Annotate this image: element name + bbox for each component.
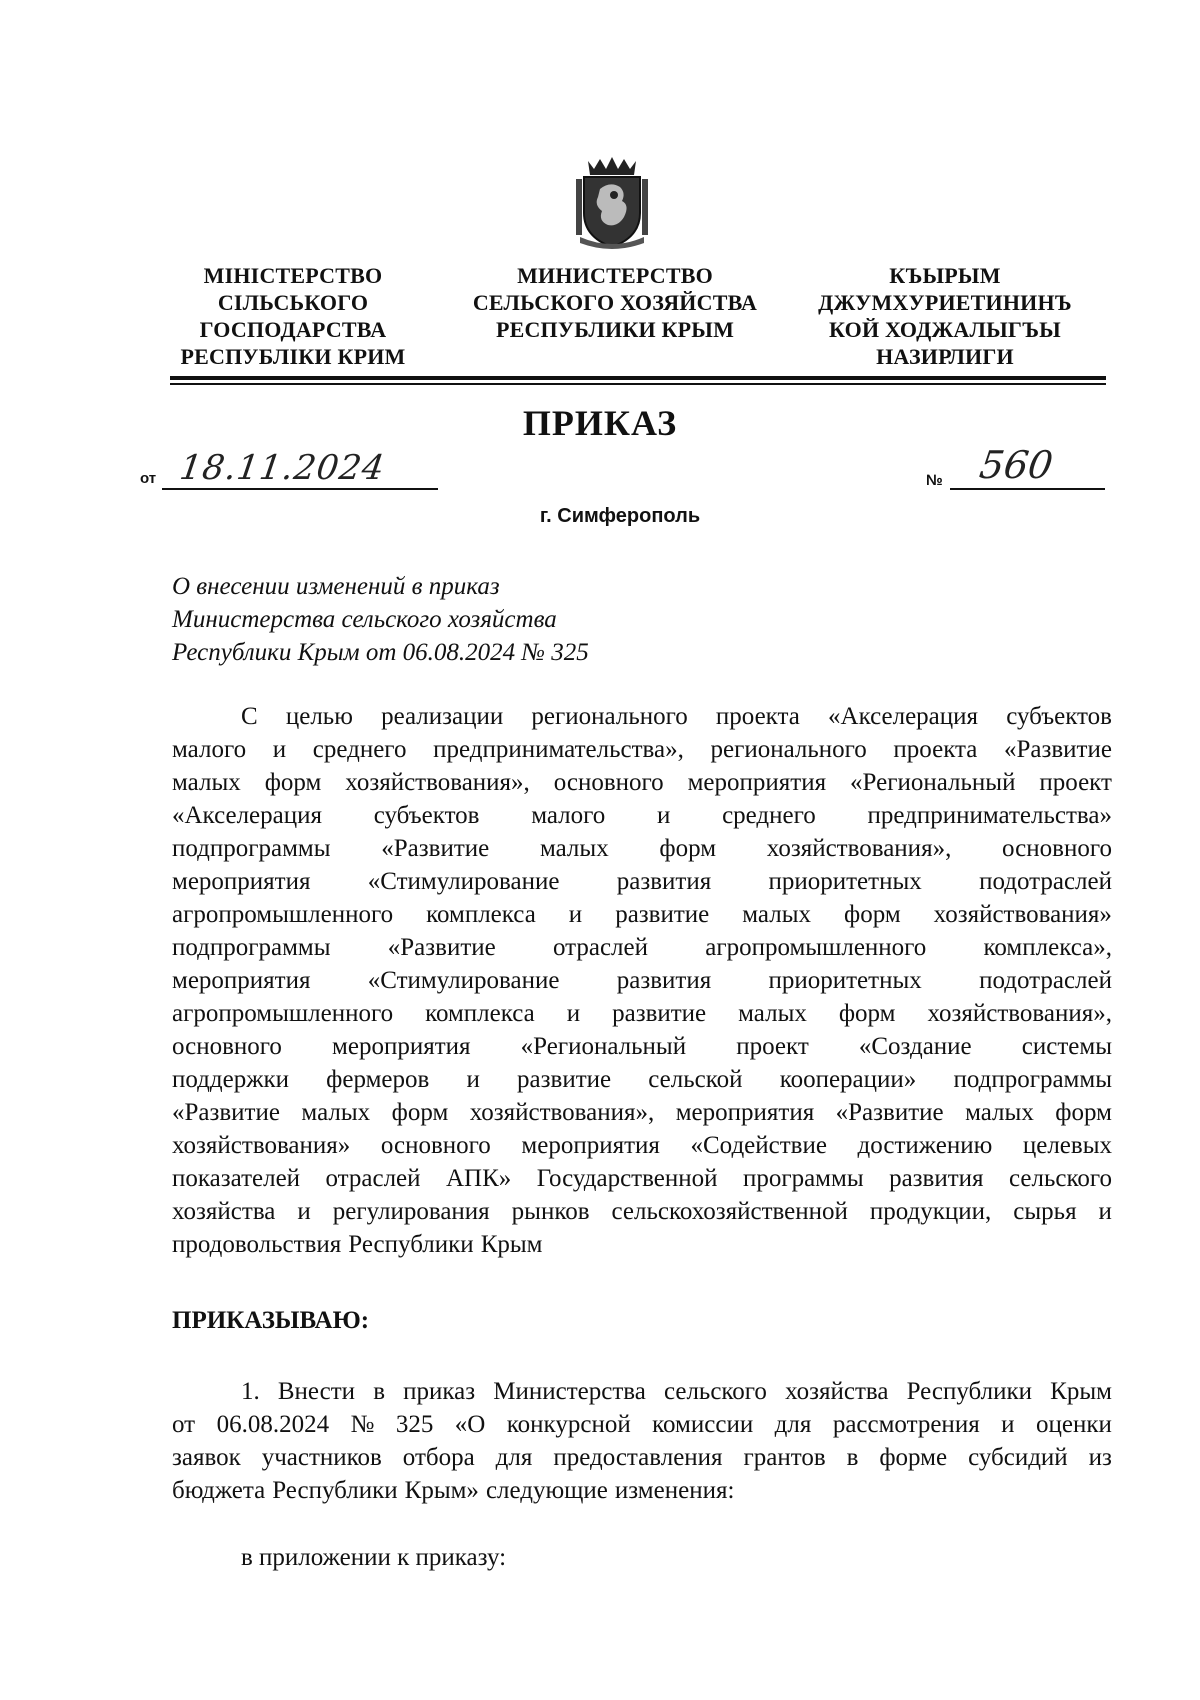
header-divider-thin [170, 383, 1106, 385]
text-line: «Развитие малых форм хозяйствования», мероприятия «Развитие малых форм [172, 1099, 1112, 1126]
header-line: НАЗИРЛИГИ [876, 344, 1014, 369]
city-line: г. Симферополь [539, 505, 701, 527]
subject-line: Министерства сельского хозяйства [172, 606, 557, 633]
number-label: № [926, 472, 943, 489]
subject-line: Республики Крым от 06.08.2024 № 325 [172, 639, 589, 666]
subject-line: О внесении изменений в приказ [172, 573, 500, 600]
date-label: от [140, 470, 157, 487]
text-line: подпрограммы «Развитие малых форм хозяйствования», основного [172, 835, 1112, 862]
appendix-line: в приложении к приказу: [241, 1544, 507, 1571]
text-line: агропромышленного комплекса и развитие малых форм хозяйствования» [172, 901, 1112, 928]
header-line: ДЖУМХУРИЕТИНИНЪ [818, 290, 1072, 315]
text-line: поддержки фермеров и развитие сельской кооперации» подпрограммы [172, 1066, 1112, 1093]
order-word: ПРИКАЗЫВАЮ: [172, 1307, 370, 1334]
text-line: мероприятия «Стимулирование развития приоритетных подотраслей [172, 868, 1112, 895]
preamble-paragraph [172, 700, 1112, 1261]
text-line: продовольствия Республики Крым [172, 1231, 543, 1258]
header-crimean-tatar [800, 262, 1090, 370]
header-line: СЕЛЬСКОГО ХОЗЯЙСТВА [472, 290, 758, 315]
text-line: малого и среднего предпринимательства», регионального проекта «Развитие [172, 736, 1112, 763]
handwritten-date: 18.11.2024 [177, 448, 388, 488]
text-line: от 06.08.2024 № 325 «О конкурсной комиссии для рассмотрения и оценки [172, 1411, 1112, 1438]
date-underline [162, 488, 438, 490]
order-subject [172, 570, 589, 669]
header-line: МИНИСТЕРСТВО [517, 263, 713, 288]
document-type-title: ПРИКАЗ [522, 403, 678, 443]
text-line: заявок участников отбора для предоставления грантов в форме субсидий из [172, 1444, 1112, 1471]
handwritten-number: 560 [976, 443, 1056, 487]
text-line: мероприятия «Стимулирование развития приоритетных подотраслей [172, 967, 1112, 994]
header-line: ГОСПОДАРСТВА [199, 317, 387, 342]
header-russian [455, 262, 775, 343]
number-underline [950, 488, 1105, 490]
header-line: РЕСПУБЛИКИ КРЫМ [495, 317, 735, 342]
text-line: основного мероприятия «Региональный проект «Создание системы [172, 1033, 1112, 1060]
text-line: подпрограммы «Развитие отраслей агропромышленного комплекса», [172, 934, 1112, 961]
header-line: СІЛЬСЬКОГО [217, 290, 369, 315]
text-line: С целью реализации регионального проекта «Акселерация субъектов [241, 703, 1112, 730]
text-line: «Акселерация субъектов малого и среднего предпринимательства» [172, 802, 1112, 829]
item-1-paragraph [172, 1375, 1112, 1507]
text-line: агропромышленного комплекса и развитие малых форм хозяйствования», [172, 1000, 1112, 1027]
header-divider-thick [170, 376, 1106, 380]
text-line: 1. Внести в приказ Министерства сельского хозяйства Республики Крым [241, 1378, 1112, 1405]
header-ukrainian [168, 262, 418, 370]
text-line: бюджета Республики Крым» следующие изменения: [172, 1477, 735, 1504]
text-line: хозяйствования» основного мероприятия «Содействие достижению целевых [172, 1132, 1112, 1159]
header-line: РЕСПУБЛІКИ КРИМ [180, 344, 406, 369]
header-line: КЪЫРЫМ [889, 263, 1001, 288]
text-line: хозяйства и регулирования рынков сельскохозяйственной продукции, сырья и [172, 1198, 1112, 1225]
header-line: КОЙ ХОДЖАЛЫГЪЫ [829, 317, 1061, 342]
text-line: показателей отраслей АПК» Государственной программы развития сельского [172, 1165, 1112, 1192]
text-line: малых форм хозяйствования», основного мероприятия «Региональный проект [172, 769, 1112, 796]
header-line: МІНІСТЕРСТВО [203, 263, 383, 288]
crimea-emblem-icon [574, 155, 650, 251]
